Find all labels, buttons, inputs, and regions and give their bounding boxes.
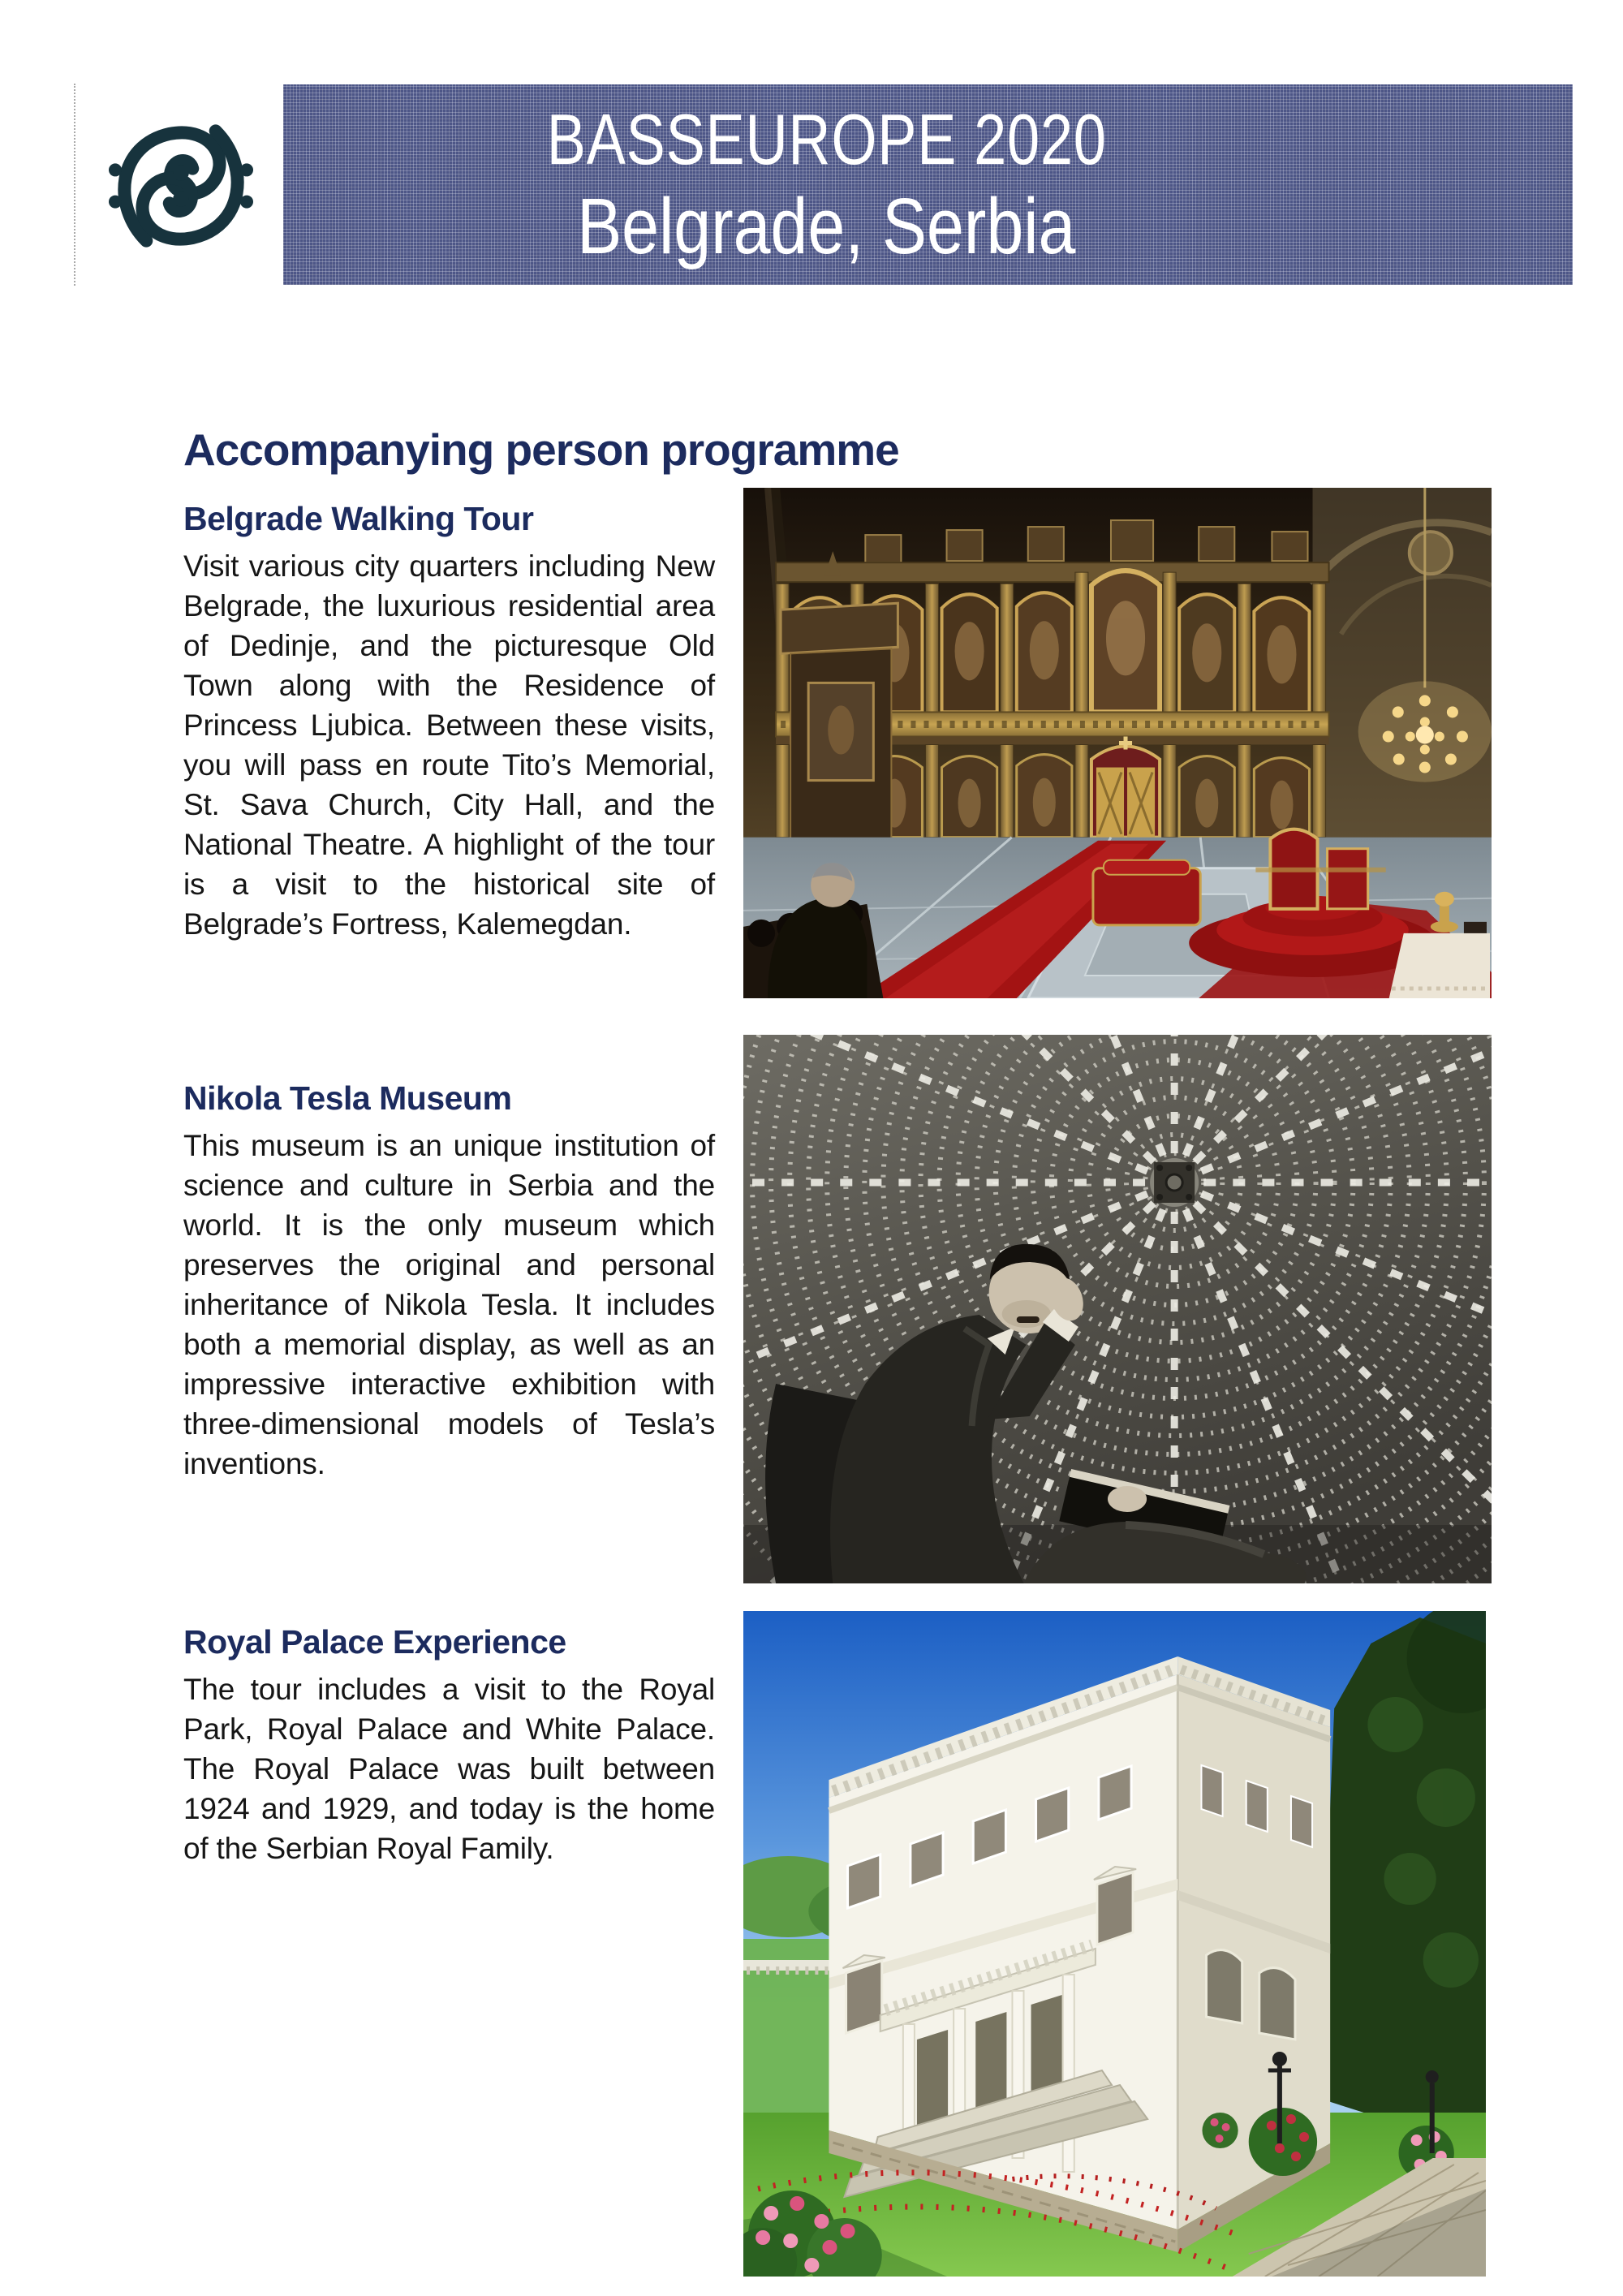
church-interior-illustration [743, 488, 1492, 998]
page-title: Accompanying person programme [183, 424, 899, 475]
tesla-portrait-illustration [743, 1035, 1492, 1583]
church-interior-photo [743, 488, 1492, 998]
section-body: The tour includes a visit to the Royal Park, Royal Palace and White Palace. The Royal Palace was built between 1924 and 1929, and today is the home of the Serbian Royal Family. [183, 1673, 715, 1865]
banner-subtitle: Belgrade, Serbia [577, 182, 1076, 270]
section-heading: Belgrade Walking Tour [183, 500, 534, 537]
header-banner [283, 84, 1573, 285]
bass-clef-logo [109, 114, 253, 258]
white-palace-photo [743, 1611, 1486, 2277]
section-body: This museum is an unique institution of science and culture in Serbia and the world. It is the only museum which preserves the original and personal inheritance of Nikola Tesla. It includes both a memorial display, as well as an impressive interactive exhibition with three-dimensional models of Tesla’s inventions. [183, 1129, 715, 1480]
section-heading: Royal Palace Experience [183, 1623, 566, 1661]
banner-title: BASSEUROPE 2020 [546, 99, 1107, 179]
white-palace-illustration [743, 1611, 1486, 2277]
section-royal-palace-experience [183, 1623, 715, 1868]
section-heading: Nikola Tesla Museum [183, 1079, 512, 1117]
section-body: Visit various city quarters including New Belgrade, the luxurious residential area of Dedinje, and the picturesque Old Town along with the Residence of Princess Ljubica. Between these visits, you will pass en route Tito’s Memorial, St. Sava Church, City Hall, and the National Theatre. A highlight of the tour is a visit to the historical site of Belgrade’s Fortress, Kalemegdan. [183, 549, 715, 941]
bass-clef-icon [109, 114, 253, 258]
tesla-portrait-photo [743, 1035, 1492, 1583]
section-belgrade-walking-tour [183, 500, 715, 944]
left-margin-line [74, 84, 75, 286]
section-nikola-tesla-museum [183, 1079, 715, 1484]
